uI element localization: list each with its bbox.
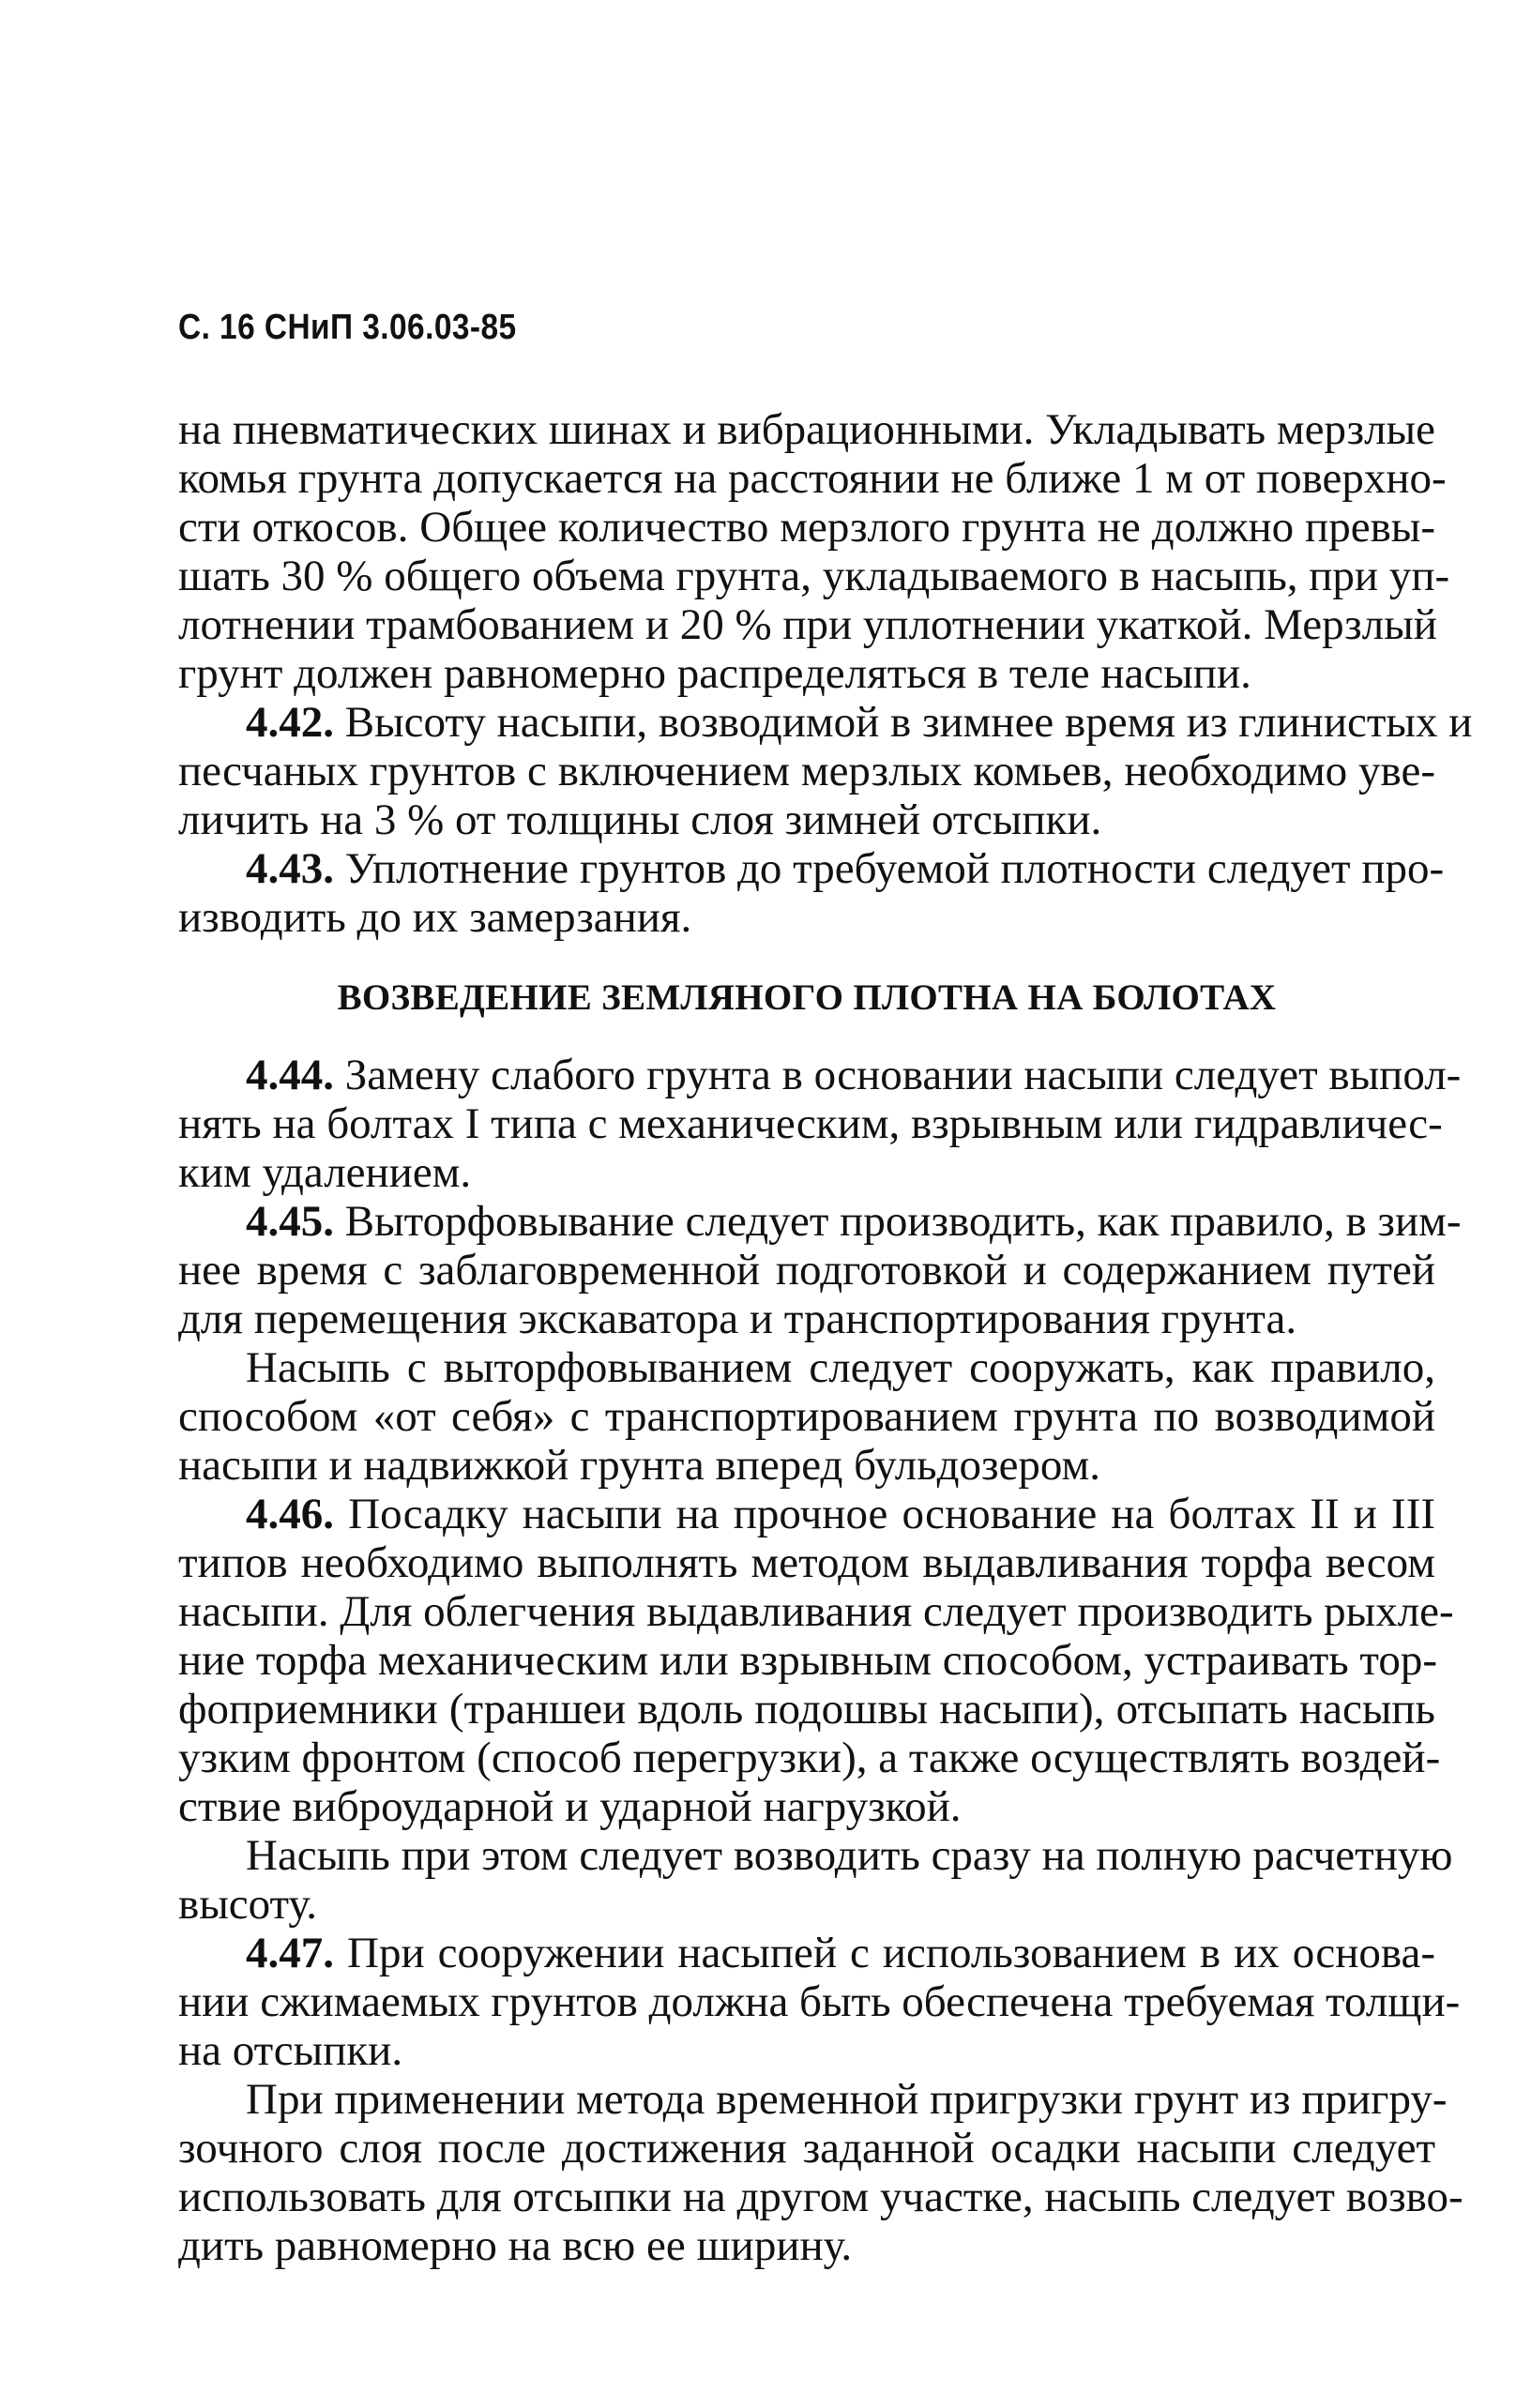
- document-body: [178, 405, 1473, 2270]
- text-line: изводить до их замерзания.: [178, 893, 692, 942]
- text-line: шать 30 % общего объема грунта, укладываемого в насыпь, при уп-: [178, 552, 1450, 600]
- text-line: комья грунта допускается на расстоянии не ближе 1 м от поверхно-: [178, 454, 1447, 503]
- clause-text: Высоту насыпи, возводимой в зимнее время из глинистых и: [344, 698, 1473, 747]
- clause-4-46-continued: [178, 1831, 1453, 1929]
- paragraph-continuation: [178, 405, 1450, 698]
- text-line: При применении метода временной пригрузки грунт из пригру-: [246, 2075, 1448, 2124]
- clause-number: 4.45.: [246, 1197, 334, 1246]
- text-line: ствие виброударной и ударной нагрузкой.: [178, 1782, 962, 1831]
- text-line: Насыпь с выторфовыванием следует сооружать, как правило,: [246, 1343, 1435, 1392]
- clause-number: 4.44.: [246, 1051, 334, 1099]
- clause-4-45-continued: [178, 1343, 1435, 1490]
- text-line: для перемещения экскаватора и транспортирования грунта.: [178, 1295, 1297, 1343]
- text-line: фоприемники (траншеи вдоль подошвы насыпи), отсыпать насыпь: [178, 1685, 1435, 1734]
- text-line: песчаных грунтов с включением мерзлых комьев, необходимо уве-: [178, 747, 1435, 795]
- clause-text: Замену слабого грунта в основании насыпи следует выпол-: [344, 1051, 1462, 1099]
- clause-4-44: [178, 1051, 1462, 1197]
- text-line: на пневматических шинах и вибрационными. Укладывать мерзлые: [178, 405, 1435, 454]
- text-line: [178, 844, 1445, 893]
- clause-4-47-continued: [178, 2075, 1463, 2270]
- text-line: личить на 3 % от толщины слоя зимней отсыпки.: [178, 795, 1102, 844]
- text-line: лотнении трамбованием и 20 % при уплотнении укаткой. Мерзлый: [178, 600, 1437, 649]
- text-line: насыпи и надвижкой грунта вперед бульдозером.: [178, 1441, 1101, 1490]
- text-line: [178, 1490, 1435, 1538]
- text-line: способом «от себя» с транспортированием грунта по возводимой: [178, 1392, 1435, 1441]
- clause-text: При сооружении насыпей с использованием в их основа-: [347, 1929, 1436, 1977]
- text-line: нии сжимаемых грунтов должна быть обеспечена требуемая толщи-: [178, 1977, 1461, 2026]
- text-line: [178, 1929, 1435, 1977]
- clause-4-42: [178, 698, 1473, 844]
- clause-number: 4.46.: [246, 1490, 334, 1538]
- text-line: нее время с заблаговременной подготовкой и содержанием путей: [178, 1246, 1435, 1295]
- text-line: дить равномерно на всю ее ширину.: [178, 2221, 853, 2270]
- clause-4-47: [178, 1929, 1461, 2075]
- text-line: ние торфа механическим или взрывным способом, устраивать тор-: [178, 1636, 1438, 1685]
- page-header: С. 16 СНиП 3.06.03-85: [178, 308, 517, 347]
- clause-text: Выторфовывание следует производить, как правило, в зим-: [344, 1197, 1462, 1246]
- clause-4-43: [178, 844, 1445, 942]
- text-line: Насыпь при этом следует возводить сразу на полную расчетную: [246, 1831, 1453, 1880]
- text-line: типов необходимо выполнять методом выдавливания торфа весом: [178, 1538, 1435, 1587]
- text-line: ким удалением.: [178, 1148, 472, 1197]
- text-line: узким фронтом (способ перегрузки), а также осуществлять воздей-: [178, 1734, 1441, 1782]
- clause-text: Посадку насыпи на прочное основание на болтах II и III: [348, 1490, 1435, 1538]
- clause-text: Уплотнение грунтов до требуемой плотности следует про-: [344, 844, 1445, 893]
- text-line: на отсыпки.: [178, 2026, 403, 2075]
- text-line: использовать для отсыпки на другом участке, насыпь следует возво-: [178, 2173, 1463, 2221]
- clause-number: 4.43.: [246, 844, 334, 893]
- text-line: сти откосов. Общее количество мерзлого грунта не должно превы-: [178, 503, 1435, 552]
- text-line: грунт должен равномерно распределяться в теле насыпи.: [178, 649, 1251, 698]
- text-line: нять на болтах I типа с механическим, взрывным или гидравличес-: [178, 1099, 1443, 1148]
- clause-4-45: [178, 1197, 1462, 1343]
- clause-number: 4.47.: [246, 1929, 334, 1977]
- text-line: [178, 698, 1473, 747]
- text-line: высоту.: [178, 1880, 317, 1929]
- text-line: [178, 1051, 1462, 1099]
- text-line: насыпи. Для облегчения выдавливания следует производить рыхле-: [178, 1587, 1454, 1636]
- clause-4-46: [178, 1490, 1454, 1831]
- text-line: [178, 1197, 1462, 1246]
- clause-number: 4.42.: [246, 698, 334, 747]
- text-line: зочного слоя после достижения заданной осадки насыпи следует: [178, 2124, 1435, 2173]
- section-heading: ВОЗВЕДЕНИЕ ЗЕМЛЯНОГО ПЛОТНА НА БОЛОТАХ: [337, 977, 1277, 1018]
